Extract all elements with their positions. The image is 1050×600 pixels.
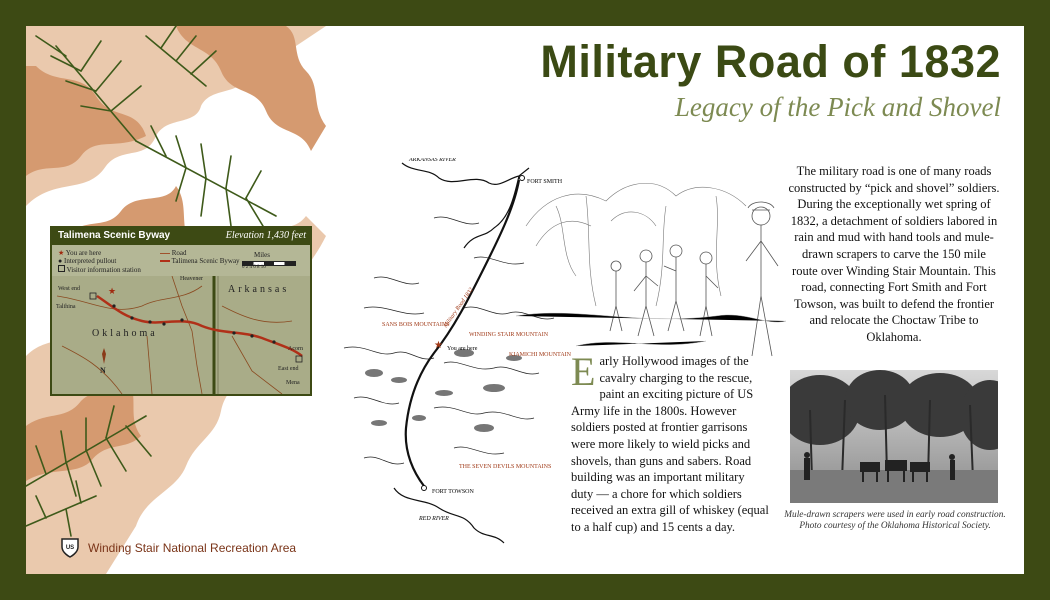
svg-text:★: ★ [434, 340, 443, 351]
legend-miles: Miles [254, 251, 270, 259]
byway-locator-map [50, 226, 312, 396]
map-header [52, 228, 310, 245]
map-elevation: Elevation 1,430 feet [225, 230, 306, 241]
legend-byway: Talimena Scenic Byway [160, 257, 240, 265]
label-fort-towson: FORT TOWSON [432, 489, 474, 495]
label-talihina: Talihina [56, 304, 76, 310]
intro-body: arly Hollywood images of the cavalry charging to the rescue, paint an exciting picture of US Army life in the 1800s. However soldiers posted at frontier garrisons were more likely to wield picks and shovels, than guns and sabers. Road building was an important military duty — a chore for which soldiers received an extra gill of whiskey (equal to a half cup) and 15 cents a day. [571, 354, 769, 534]
north-arrow-icon [102, 348, 106, 364]
label-heavener: Heavener [180, 276, 203, 282]
footer-agency-name: Winding Stair National Recreation Area [88, 541, 297, 555]
legend-you-are-here: ★ You are here [58, 249, 102, 257]
dot-icon: ● [58, 257, 63, 265]
side-paragraph: The military road is one of many roads constructed by “pick and shovel” soldiers. During the exceptionally wet spring of 1832, a detachment of soldiers labored in rain and mud with hand tools and mule-drawn scrapers to carve the 150 mile route over Winding Stair Mountain. This road, connecting Fort Smith and Fort Towson, was built to defend the frontier and relocate the Choctaw Tribe to Oklahoma. [788, 164, 1000, 344]
page-title: Military Road of 1832 [540, 36, 1001, 87]
map-title: Talimena Scenic Byway [58, 230, 171, 241]
label-arkansas: Arkansas [228, 284, 290, 295]
label-acorn: Acorn [288, 346, 303, 352]
label-fort-smith: FORT SMITH [527, 179, 563, 185]
sign-panel [26, 26, 1024, 574]
page-subtitle: Legacy of the Pick and Shovel [674, 92, 1001, 122]
usda-forest-service-shield-icon [60, 537, 80, 559]
svg-text:US: US [65, 545, 75, 551]
drop-cap: E [571, 349, 596, 394]
label-military-road: Military Road 1832 [442, 286, 475, 330]
label-winding-stair: WINDING STAIR MOUNTAIN [469, 332, 549, 338]
star-icon: ★ [58, 249, 65, 257]
label-west-end: West end [58, 286, 81, 292]
label-kiamichi: KIAMICHI MOUNTAIN [509, 352, 572, 358]
label-red-river: RED RIVER [419, 516, 449, 522]
label-north: N [100, 366, 106, 375]
soldiers-sketch-illustration [516, 166, 786, 361]
map-legend [58, 249, 304, 273]
label-seven-devils: THE SEVEN DEVILS MOUNTAINS [459, 464, 552, 470]
label-mena: Mena [286, 380, 300, 386]
visitor-station-icon [58, 265, 65, 272]
legend-pullout: ● Interpreted pullout [58, 257, 117, 265]
label-sans-bois: SANS BOIS MOUNTAINS [382, 322, 450, 328]
photo-caption: Mule-drawn scrapers were used in early road construction. Photo courtesy of the Oklahoma Historical Society. [784, 510, 1006, 531]
svg-text:★: ★ [108, 286, 117, 296]
label-oklahoma: Oklahoma [92, 328, 158, 339]
legend-road: Road [160, 249, 187, 257]
label-east-end: East end [278, 366, 299, 372]
label-you-are-here: You are here [447, 346, 478, 352]
legend-miles-scale: 0 2 4 6 8 10 [242, 265, 266, 270]
map-terrain [52, 276, 310, 394]
footer [60, 537, 297, 559]
intro-paragraph [571, 349, 769, 536]
historic-photo-mule-scrapers [790, 370, 998, 503]
legend-visitor-station: Visitor information station [58, 265, 141, 274]
label-arkansas-river: ARKANSAS RIVER [409, 158, 456, 163]
